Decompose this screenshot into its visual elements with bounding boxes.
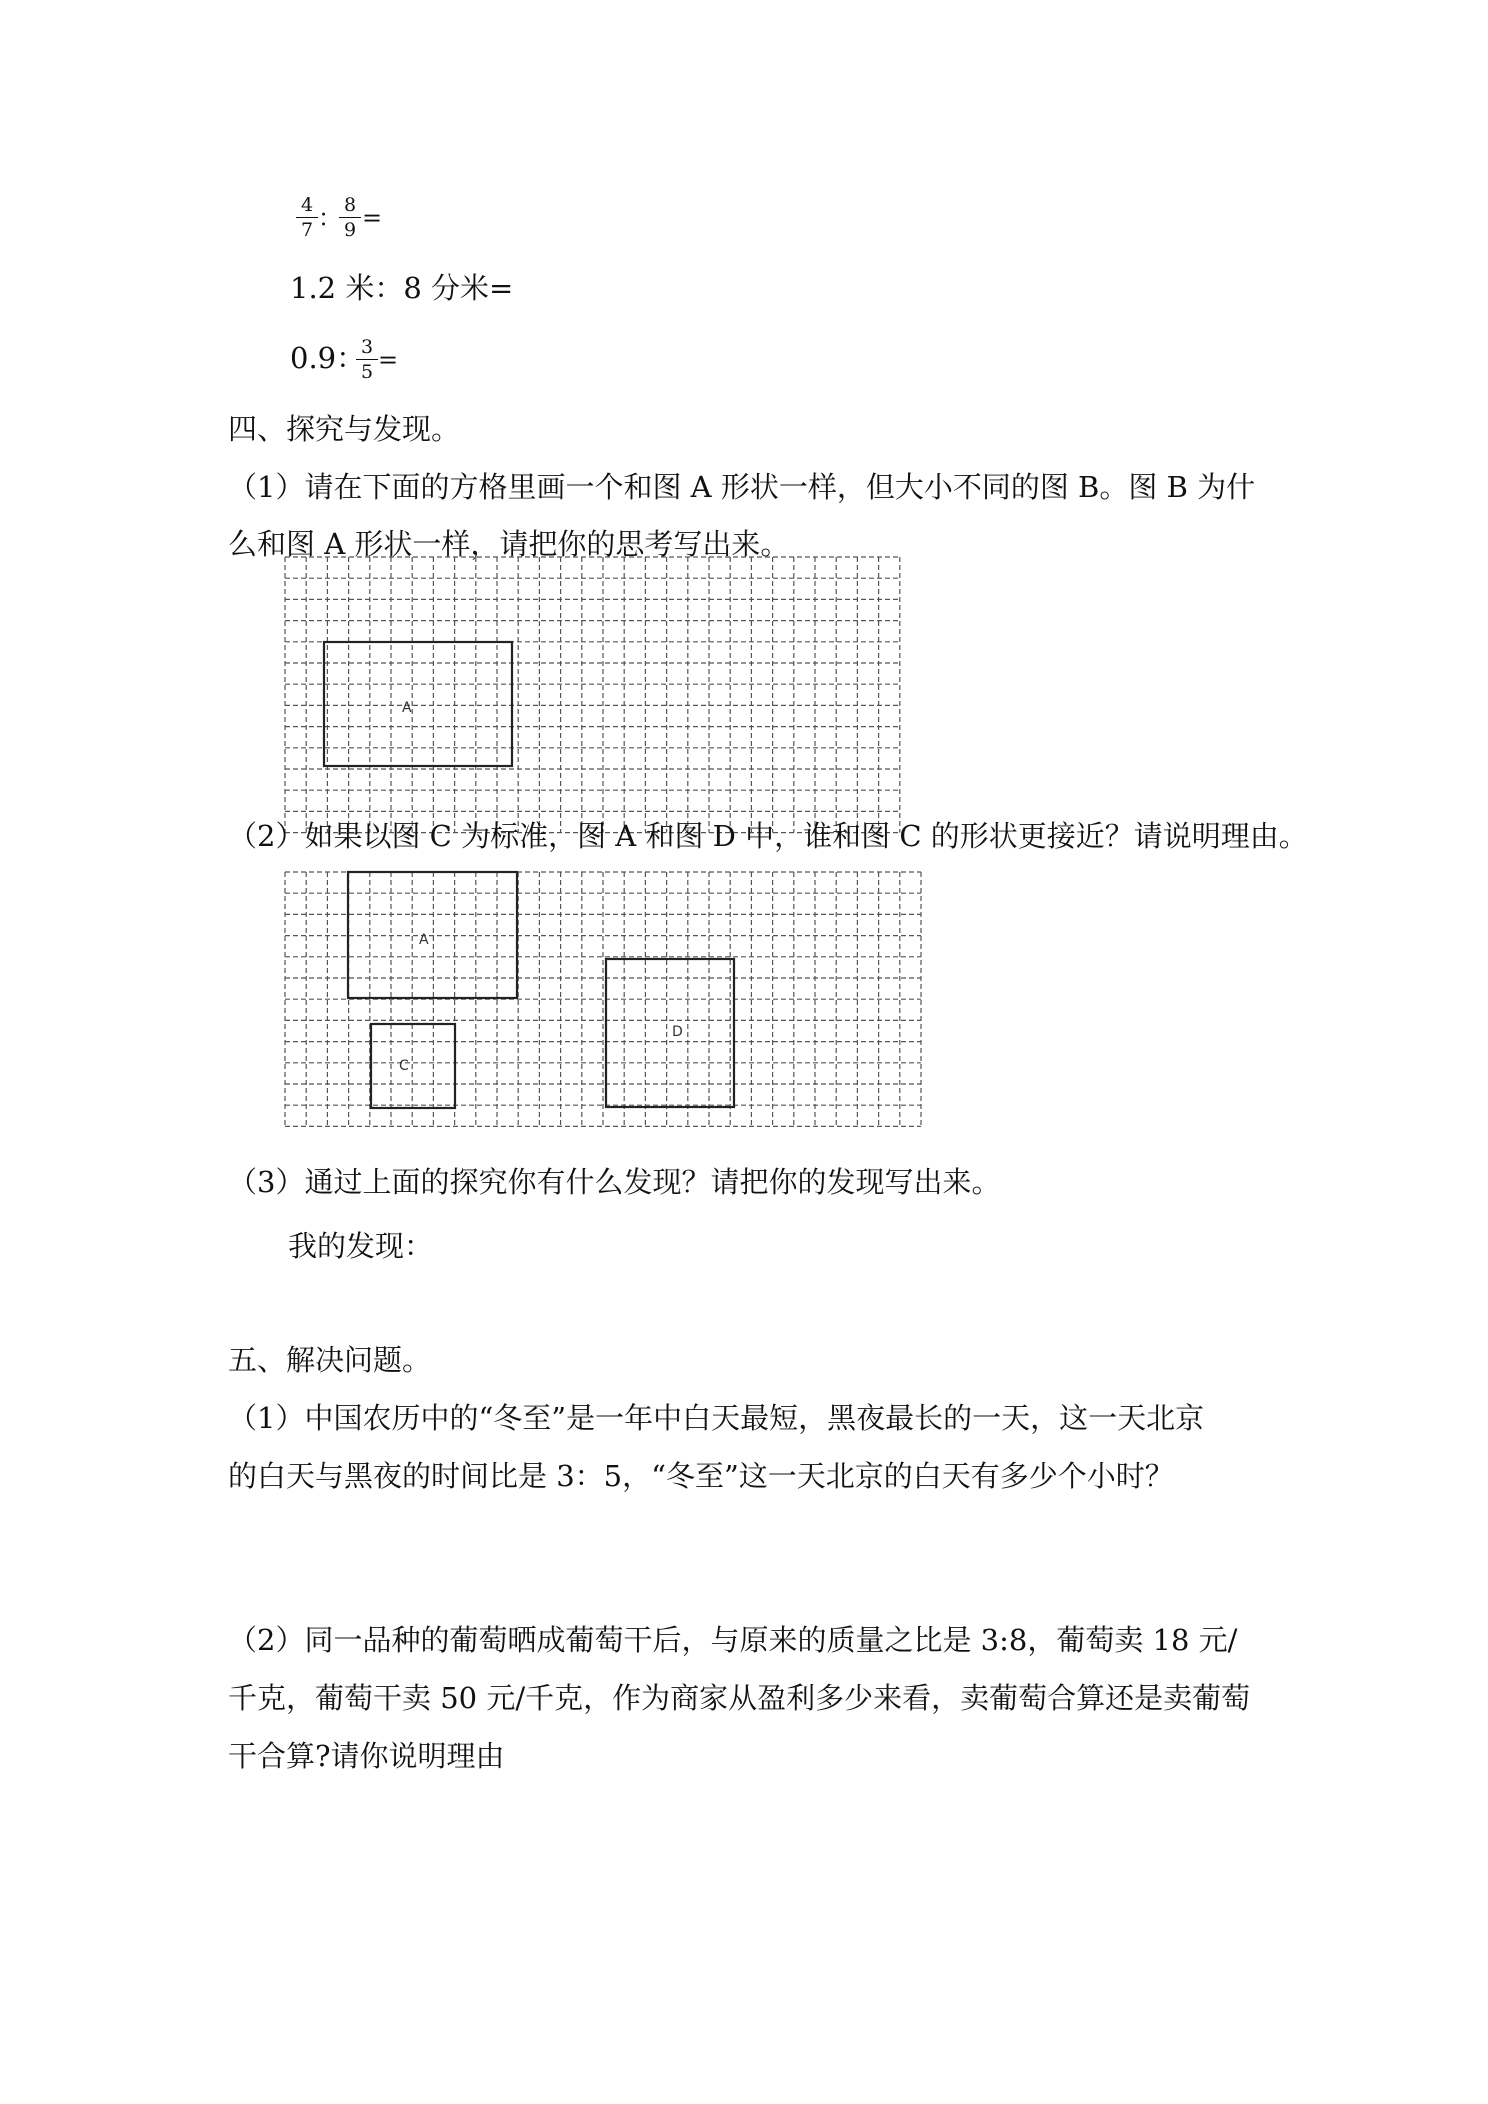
figure-C-label: C: [399, 1058, 409, 1074]
question-5-2-line-1: （2）同一品种的葡萄晒成葡萄干后，与原来的质量之比是 3:8，葡萄卖 18 元/: [228, 1623, 1238, 1657]
equals-sign: =: [378, 346, 399, 374]
grid-2: [285, 872, 921, 1126]
fraction-denominator: 7: [300, 219, 314, 241]
figure-D-rectangle: [606, 959, 734, 1107]
section-5-heading: 五、解决问题。: [228, 1343, 432, 1377]
fraction-denominator: 9: [343, 219, 357, 241]
question-4-2: （2）如果以图 C 为标准，图 A 和图 D 中，谁和图 C 的形状更接近？请说明理由。: [228, 819, 1308, 853]
question-5-2-line-3: 干合算?请你说明理由: [228, 1739, 505, 1773]
my-finding-label: 我的发现：: [288, 1229, 434, 1263]
question-4-1-line-1: （1）请在下面的方格里画一个和图 A 形状一样，但大小不同的图 B。图 B 为什: [228, 470, 1256, 504]
question-5-2-line-2: 千克，葡萄干卖 50 元/千克，作为商家从盈利多少来看，卖葡萄合算还是卖葡萄: [228, 1681, 1251, 1715]
ratio-decimal: 0.9：: [290, 341, 366, 375]
figure-C-square: [371, 1024, 455, 1108]
figure-A-label-2: A: [419, 932, 429, 948]
question-4-1-line-2: 么和图 A 形状一样，请把你的思考写出来。: [228, 527, 790, 561]
grid-1: [285, 557, 900, 833]
question-5-1-line-1: （1）中国农历中的“冬至”是一年中白天最短，黑夜最长的一天，这一天北京: [228, 1401, 1205, 1435]
fraction-denominator: 5: [360, 361, 374, 383]
equals-sign: =: [362, 204, 383, 232]
figure-A-label: A: [402, 700, 412, 716]
question-4-3: （3）通过上面的探究你有什么发现？请把你的发现写出来。: [228, 1165, 1001, 1199]
ratio-meters: 1.2 米：8 分米=: [290, 271, 514, 305]
section-4-heading: 四、探究与发现。: [228, 412, 461, 446]
question-5-1-line-2: 的白天与黑夜的时间比是 3：5，“冬至”这一天北京的白天有多少个小时？: [228, 1459, 1174, 1493]
fraction-numerator: 8: [339, 194, 361, 218]
ratio-colon: ：: [318, 204, 342, 232]
fraction-numerator: 4: [296, 194, 318, 218]
figure-D-label: D: [672, 1024, 683, 1040]
fraction-numerator: 3: [356, 336, 378, 360]
